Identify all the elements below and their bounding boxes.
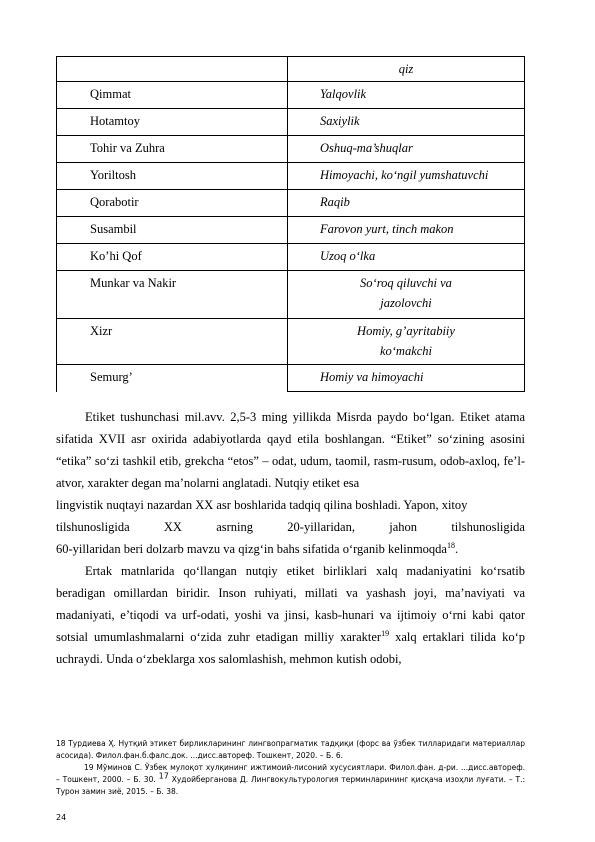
table-cell-name: Qimmat [90,87,131,101]
table-row [57,217,525,244]
table-cell-meaning: Saxiylik [320,114,360,128]
page-number: 24 [56,813,67,822]
paragraph-line: lingvistik nuqtayi nazardan XX asr boshlarida tadqiq qilina boshladi. Yapon, xitoy [56,498,468,512]
table-cell-name: Munkar va Nakir [90,276,177,290]
table-row [57,163,525,190]
table-row [57,365,525,392]
footnote-ref[interactable]: 18 [446,540,455,550]
table-cell-meaning-line2: ko‘makchi [379,344,433,358]
name-meaning-table [56,56,525,392]
table-cell-name: Yoriltosh [90,168,136,182]
table-cell-name: Qorabotir [90,195,139,209]
table-row [57,57,525,82]
table-header: qiz [398,62,414,76]
table-cell-meaning-line1: Homiy, g’ayritabiiy [357,324,455,338]
paragraph-text: Ertak matnlarida qo‘llangan nutqiy etiket birliklari xalq madaniyatini ko‘rsatib beradigan omillardan biridir. Inson ruhiyati, millati va yashash joyi, ma’naviyati va madaniyati, e’tiqodi va urf-odati, yoshi va jinsi, kasb-hunari va ijtimoiy o‘rni kabi qator sotsial umumlashmalarni o‘zida zuhr etadigan milliy xarakter [56,564,525,644]
table-cell-meaning-line1: So‘roq qiluvchi va [360,276,452,290]
table-row [57,190,525,217]
table-cell-meaning: Raqib [320,195,350,209]
footnote-ref[interactable]: 19 [381,628,390,638]
table-cell-name: Semurg’ [90,370,133,384]
table-cell-meaning: Uzoq o‘lka [320,249,376,263]
table-cell-name: Tohir va Zuhra [90,141,165,155]
table-row [57,271,525,319]
table-cell [288,57,525,82]
table-cell-name: Susambil [90,222,137,236]
word: XX [163,520,182,534]
table-row [57,82,525,109]
table-cell-name: Xizr [90,324,113,338]
paragraph-text: xalq ertaklari tilida ko‘p uchraydi. Unda o‘zbeklarga xos salomlashish, mehmon kutish odobi, [56,630,525,666]
table-cell-meaning: Farovon yurt, tinch makon [320,222,454,236]
table-cell-meaning-line2: jazolovchi [380,296,432,310]
table-cell-name: Hotamtoy [90,114,140,128]
paragraph-text: Etiket tushunchasi mil.avv. 2,5-3 ming yillikda Misrda paydo bo‘lgan. Etiket atama sifatida XVII asr oxirida adabiyotlarda qayd etila boshlangan. “Etiket” so‘zining asosini “etika” so‘zi tashkil etib, grekcha “etos” – odat, udum, taomil, rasm-rusum, odob-axloq, fe’l-atvor, xarakter degan ma’nolarni anglatadi. Nutqiy etiket esa [56,410,525,490]
word: tilshunosligida [451,520,525,534]
footnote-19: 19 Мўминов С. Ўзбек мулоқот хулқининг ижтимоий-лисоний хусусиятлари. Филол.фан. д-ри. ...дисс.автореф. – Тошкент, 2000. – Б. 30. $^{17}$ Худойберганова Д. Лингвокультурология терминларининг қисқача изоҳли луғати. – Т.: Турон замин зиё, 2015. – Б. 38. [56,763,525,796]
table-row [57,109,525,136]
paragraph-etiket [56,406,525,494]
table-row [57,136,525,163]
footnotes [56,738,525,798]
table-cell [57,57,288,82]
paragraph-spread-line [56,516,525,538]
paragraph-ertak [56,560,525,670]
table-cell-meaning: Oshuq-ma’shuqlar [320,141,413,155]
table-row [57,319,525,365]
table-row [57,244,525,271]
word: jahon [389,520,418,534]
table-cell-meaning: Yalqovlik [320,87,367,101]
table-cell-meaning: Homiy va himoyachi [320,370,424,384]
footnote-18: 18 Турдиева Ҳ. Нутқий этикет бирликларининг лингвопрагматик тадқиқи (форс ва ўзбек тилларидаги материаллар асосида). Филол.фан.б.фалс.док. ...дисс.автореф. Тошкент, 2020. – Б. 6. [56,739,525,760]
table-cell-meaning: Himoyachi, ko‘ngil yumshatuvchi [320,168,489,182]
word: 20-yillaridan, [287,520,355,534]
word: asrning [216,520,254,534]
paragraph-line: 60-yillaridan beri dolzarb mavzu va qizg‘in bahs sifatida o‘rganib kelinmoqda$^{18}$. [56,540,459,556]
table-cell-name: Ko’hi Qof [90,249,142,263]
word: tilshunosligida [56,520,130,534]
